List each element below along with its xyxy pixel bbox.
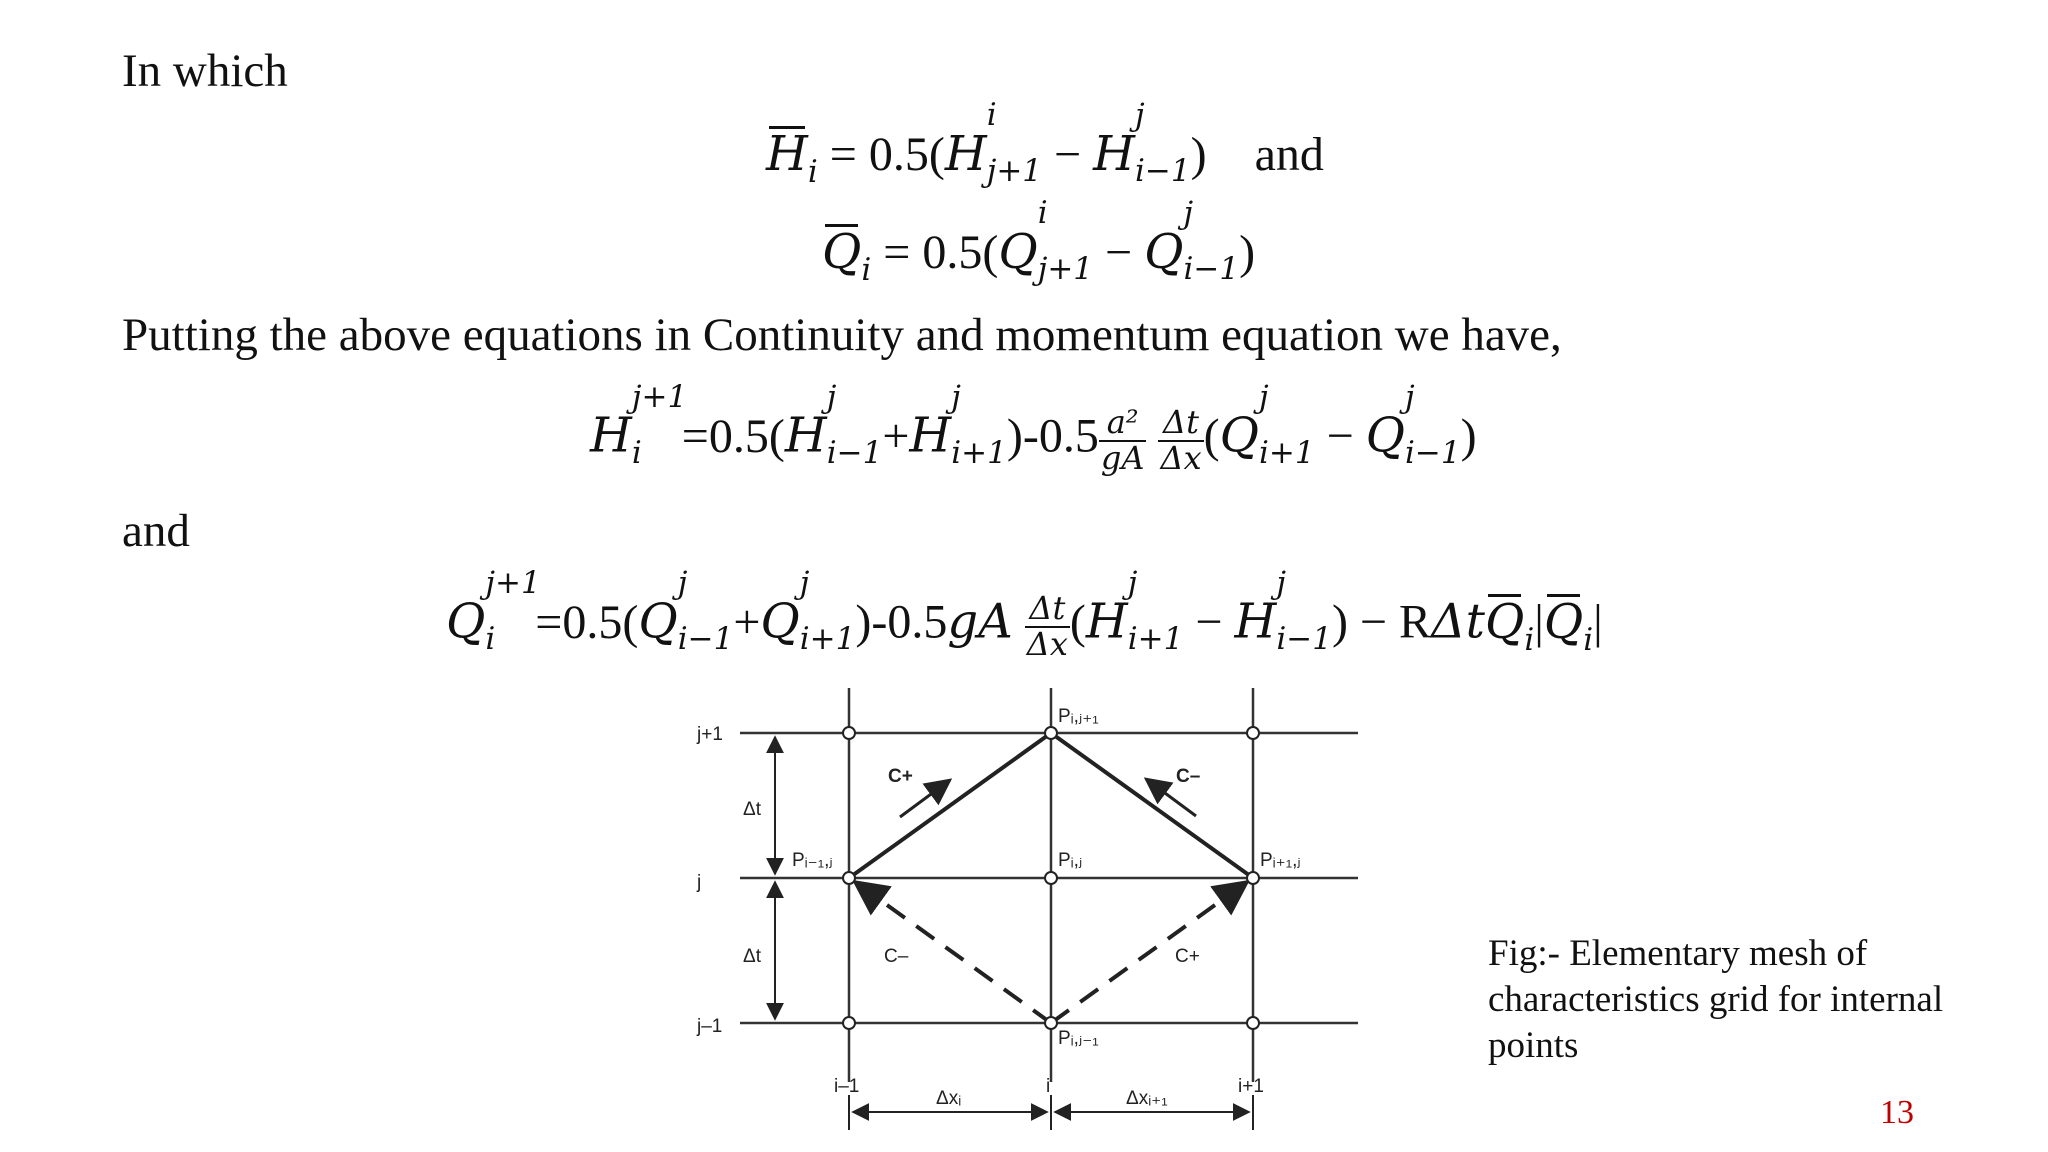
dx-label-right: Δxᵢ₊₁ (1126, 1088, 1168, 1109)
node-circle (1247, 872, 1259, 884)
figure-caption: Fig:- Elementary mesh of characteristics grid for internal points (1488, 933, 1944, 1066)
equation-h-bar: $H_i = 0.5(H$ i j+1 − H j i−1 ) and (766, 97, 1324, 190)
node-circle (1045, 1017, 1057, 1029)
fraction-dt-dx-2: $\frac{\Delta t}{\Delta x}$ (1026, 589, 1068, 663)
c-minus-lower-label: C– (884, 946, 909, 967)
c-minus-upper-label: C– (1176, 766, 1201, 787)
q-bar-symbol: Q (822, 224, 862, 280)
dt-label-lower: Δt (743, 946, 761, 967)
equation-q-update: Q j+1 i =0.5(Q j i−1 +Q j i+1 )-0.5gA $\frac{\Delta t}{\Delta x}$ (H j i+1 − H j i−1 ) − $R\Delta tQ_i|Q_i|$ (446, 565, 1603, 663)
row-label-j: j (697, 872, 702, 893)
node-label-right: Pᵢ₊₁,ⱼ (1260, 850, 1301, 871)
putting-text: Putting the above equations in Continuity and momentum equation we have, (122, 309, 1562, 361)
dt-label-upper: Δt (743, 799, 761, 820)
node-label-left: Pᵢ₋₁,ⱼ (792, 850, 833, 871)
node-circle (843, 872, 855, 884)
row-label-j-minus-1: j–1 (697, 1016, 723, 1037)
equation-q-bar: $Q_i = 0.5(Q$ i j+1 − Q j i−1 ) (822, 195, 1256, 288)
node-circle (1045, 872, 1057, 884)
intro-text: In which (122, 45, 288, 97)
node-circle (1247, 727, 1259, 739)
fraction-a2-gA: $\frac{\text{a²}}{gA}$ (1100, 403, 1145, 477)
equation-h-update: H j+1 i =0.5(H j i−1 +H j i+1 )-0.5 $\frac{\text{a²}}{gA}$ $\frac{\Delta t}{\Delta x}$ (Q j i+1 − Q j i−1 ) (590, 379, 1477, 477)
node-circle (1247, 1017, 1259, 1029)
h-bar-symbol: H (766, 126, 808, 182)
c-plus-lower-label: C+ (1175, 946, 1200, 967)
node-label-top: Pᵢ,ⱼ₊₁ (1058, 706, 1099, 727)
col-label-i-minus-1: i–1 (834, 1076, 860, 1097)
and-text: and (122, 505, 190, 557)
c-plus-upper-label: C+ (888, 766, 913, 787)
node-circle (1045, 727, 1057, 739)
node-label-bottom: Pᵢ,ⱼ₋₁ (1058, 1028, 1099, 1049)
node-circle (843, 1017, 855, 1029)
node-label-center: Pᵢ,ⱼ (1058, 850, 1083, 871)
col-label-i: i (1046, 1076, 1051, 1097)
c-plus-dashed-line (1051, 882, 1247, 1023)
row-label-j-plus-1: j+1 (697, 724, 723, 745)
c-plus-solid-line (849, 733, 1051, 878)
page-number: 13 (1880, 1094, 1914, 1131)
dx-label-left: Δxᵢ (936, 1088, 962, 1109)
fraction-dt-dx: $\frac{\Delta t}{\Delta x}$ (1160, 403, 1202, 477)
node-circle (843, 727, 855, 739)
col-label-i-plus-1: i+1 (1238, 1076, 1264, 1097)
